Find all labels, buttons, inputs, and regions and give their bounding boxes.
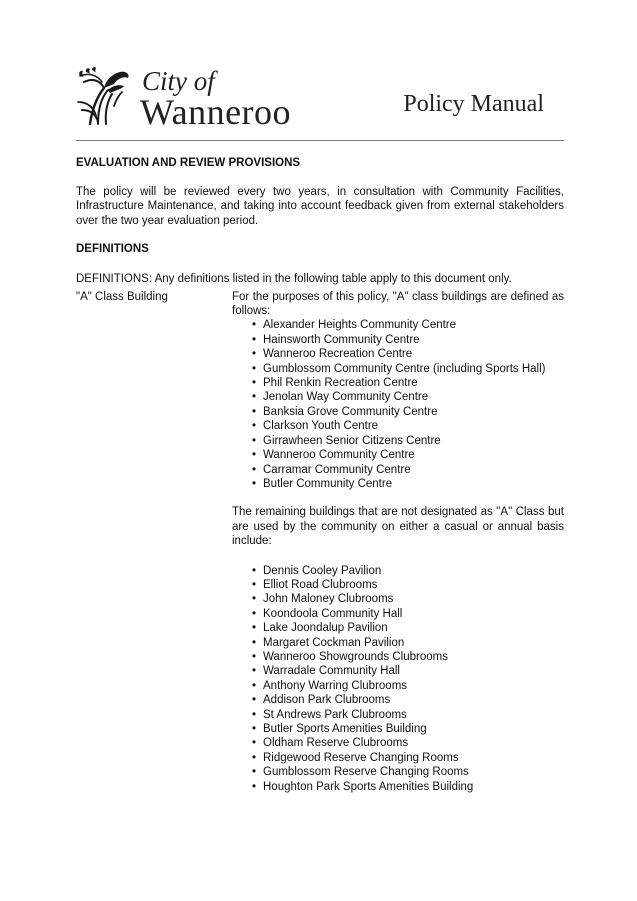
kangaroo-paw-logo-icon [76,66,132,126]
list-item: • Koondoola Community Hall [252,607,564,621]
list-item: • Alexander Heights Community Centre [252,318,564,332]
page-header [76,66,566,130]
definition-description [232,290,564,794]
document-body [76,156,564,794]
list-item: • John Maloney Clubrooms [252,592,564,606]
logo-city-name: Wanneroo [140,92,292,132]
a-class-building-list [232,318,564,491]
list-item: • Clarkson Youth Centre [252,419,564,433]
list-item: • Girrawheen Senior Citizens Centre [252,434,564,448]
evaluation-text: The policy will be reviewed every two years, in consultation with Community Facilities, Infrastructure Maintenance, and taking into account feedback given from external stakeholders over the two year evaluation period. [76,186,564,227]
list-item: • Carramar Community Centre [252,463,564,477]
definitions-intro: DEFINITIONS: Any definitions listed in the following table apply to this document only. [76,273,512,286]
evaluation-heading: EVALUATION AND REVIEW PROVISIONS [76,157,301,169]
list-item: • Hainsworth Community Centre [252,333,564,347]
list-item: • Banksia Grove Community Centre [252,405,564,419]
list-item: • Houghton Park Sports Amenities Building [252,780,564,794]
remaining-buildings-text: The remaining buildings that are not designated as "A" Class but are used by the community on either a casual or annual basis include: [232,506,564,548]
list-item: • Elliot Road Clubrooms [252,578,564,592]
list-item: • Warradale Community Hall [252,664,564,678]
list-item: • Phil Renkin Recreation Centre [252,376,564,390]
other-building-list [232,564,564,795]
list-item: • Wanneroo Community Centre [252,448,564,462]
list-item: • Addison Park Clubrooms [252,693,564,707]
definition-text: For the purposes of this policy, "A" class buildings are defined as follows: [232,290,564,318]
list-item: • Wanneroo Showgrounds Clubrooms [252,650,564,664]
list-item: • Wanneroo Recreation Centre [252,347,564,361]
definitions-heading: DEFINITIONS [76,243,149,256]
definition-row [76,290,564,794]
manual-title: Policy Manual [403,91,544,117]
definition-term: "A" Class Building [76,290,168,303]
list-item: • Anthony Warring Clubrooms [252,679,564,693]
logo-city-of: City of [142,66,215,96]
list-item: • Lake Joondalup Pavilion [252,621,564,635]
list-item: • Butler Community Centre [252,477,564,491]
list-item: • Butler Sports Amenities Building [252,722,564,736]
list-item: • Dennis Cooley Pavilion [252,564,564,578]
list-item: • Ridgewood Reserve Changing Rooms [252,751,564,765]
list-item: • Gumblossom Reserve Changing Rooms [252,765,564,779]
list-item: • St Andrews Park Clubrooms [252,708,564,722]
header-divider [76,140,564,141]
list-item: • Oldham Reserve Clubrooms [252,736,564,750]
list-item: • Jenolan Way Community Centre [252,390,564,404]
list-item: • Gumblossom Community Centre (including Sports Hall) [252,362,564,376]
list-item: • Margaret Cockman Pavilion [252,636,564,650]
